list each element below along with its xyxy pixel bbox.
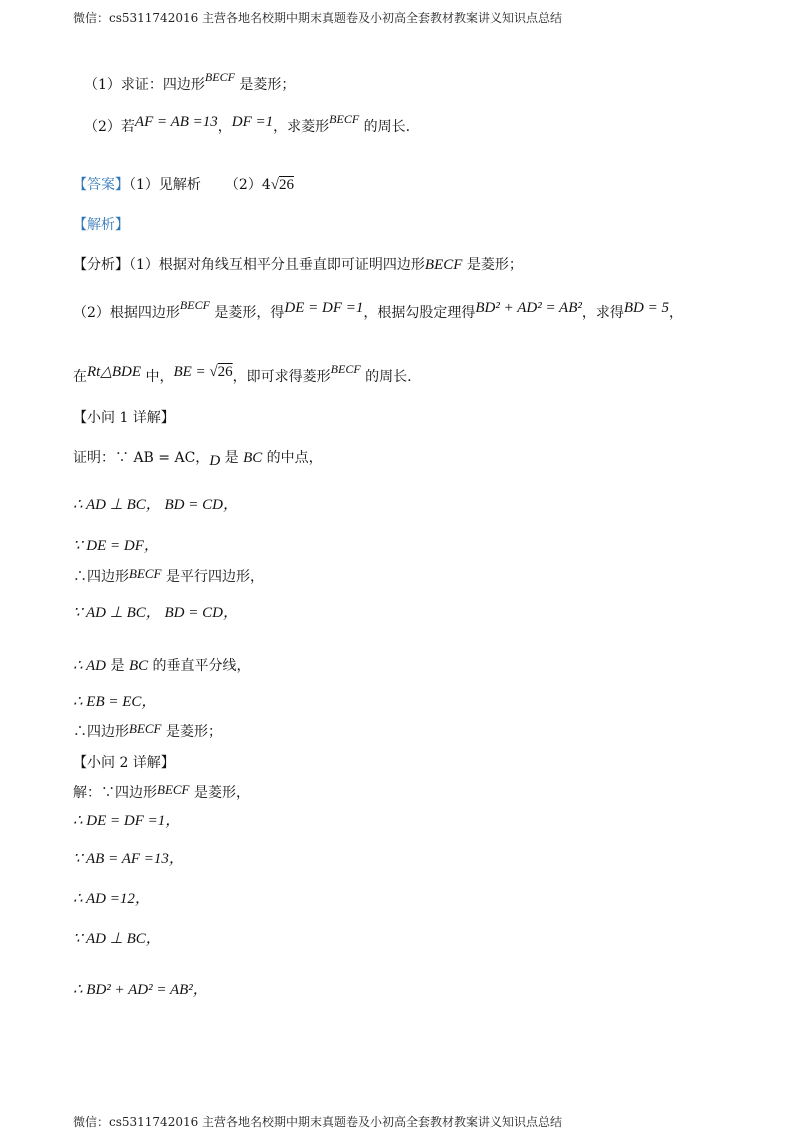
fenxi-line-3: 在Rt△BDE 中，BE = √26，即可求得菱形BECF 的周长. bbox=[73, 362, 412, 385]
page-header: 微信：cs5311742016 主营各地名校期中期末真题卷及小初高全套教材教案讲义知识点总结 bbox=[73, 11, 563, 25]
q1-heading: 【小问 1 详解】 bbox=[73, 410, 175, 426]
q2-line-4: ∴ AD =12， bbox=[73, 891, 150, 907]
q1-line-7: ∴ EB = EC， bbox=[73, 694, 157, 710]
q1-line-2: ∴ AD ⊥ BC， BD = CD， bbox=[73, 497, 238, 513]
q2-line-2: ∴ DE = DF =1， bbox=[73, 813, 181, 829]
fenxi-line-1: 【分析】（1）根据对角线互相平分且垂直即可证明四边形BECF 是菱形； bbox=[73, 257, 523, 273]
q1-line-4: ∴四边形BECF 是平行四边形， bbox=[73, 566, 264, 585]
q1-line-1: 证明：∵ AB = AC，D 是 BC 的中点， bbox=[73, 450, 323, 469]
q2-line-6: ∴ BD² + AD² = AB²， bbox=[73, 982, 208, 998]
q2-line-5: ∵ AD ⊥ BC， bbox=[73, 931, 161, 947]
analysis-label: 【解析】 bbox=[73, 217, 129, 233]
answer-line: 【答案】（1）见解析 （2）4√26 bbox=[73, 177, 294, 193]
q1-line-5: ∵ AD ⊥ BC， BD = CD， bbox=[73, 605, 238, 621]
answer-label: 【答案】 bbox=[73, 177, 129, 193]
fenxi-line-2: （2）根据四边形BECF 是菱形，得DE = DF =1，根据勾股定理得BD² + AD² = AB²，求得BD = 5， bbox=[73, 298, 683, 321]
q1-line-6: ∴ AD 是 BC 的垂直平分线， bbox=[73, 658, 251, 674]
q1-line-3: ∵ DE = DF， bbox=[73, 538, 159, 554]
page-footer: 微信：cs5311742016 主营各地名校期中期末真题卷及小初高全套教材教案讲义知识点总结 bbox=[73, 1115, 563, 1129]
q1-line-8: ∴四边形BECF 是菱形； bbox=[73, 721, 222, 740]
q2-line-1: 解：∵四边形BECF 是菱形， bbox=[73, 782, 250, 801]
q2-heading: 【小问 2 详解】 bbox=[73, 755, 175, 771]
question-part-1: （1）求证：四边形BECF 是菱形； bbox=[84, 70, 296, 93]
q2-line-3: ∵ AB = AF =13， bbox=[73, 851, 184, 867]
question-part-2: （2）若AF = AB =13，DF =1，求菱形BECF 的周长. bbox=[84, 112, 411, 135]
